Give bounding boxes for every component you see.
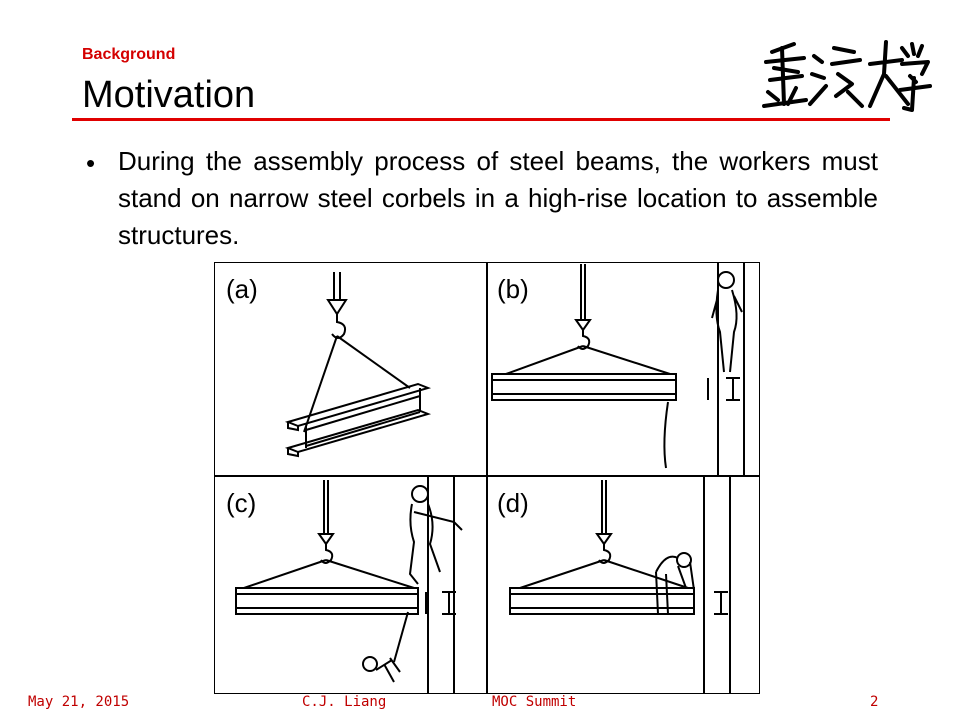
- title-divider: [72, 118, 890, 121]
- ntu-calligraphy-logo: [752, 34, 932, 114]
- panel-label-c: (c): [226, 488, 257, 518]
- footer-author: C.J. Liang: [302, 694, 387, 710]
- bullet-marker: •: [86, 148, 96, 178]
- panel-label-b: (b): [497, 274, 529, 304]
- footer-date: May 21, 2015: [28, 694, 130, 710]
- page-number: 2: [870, 694, 879, 710]
- footer-event: MOC Summit: [492, 694, 577, 710]
- beam-assembly-figure: [214, 262, 760, 694]
- panel-label-a: (a): [226, 274, 258, 304]
- page-title: Motivation: [82, 74, 256, 116]
- section-label: Background: [82, 46, 176, 63]
- bullet-text: During the assembly process of steel beams, the workers must stand on narrow steel corbels in a high-rise location to assemble structures.: [118, 146, 878, 250]
- panel-label-d: (d): [497, 488, 529, 518]
